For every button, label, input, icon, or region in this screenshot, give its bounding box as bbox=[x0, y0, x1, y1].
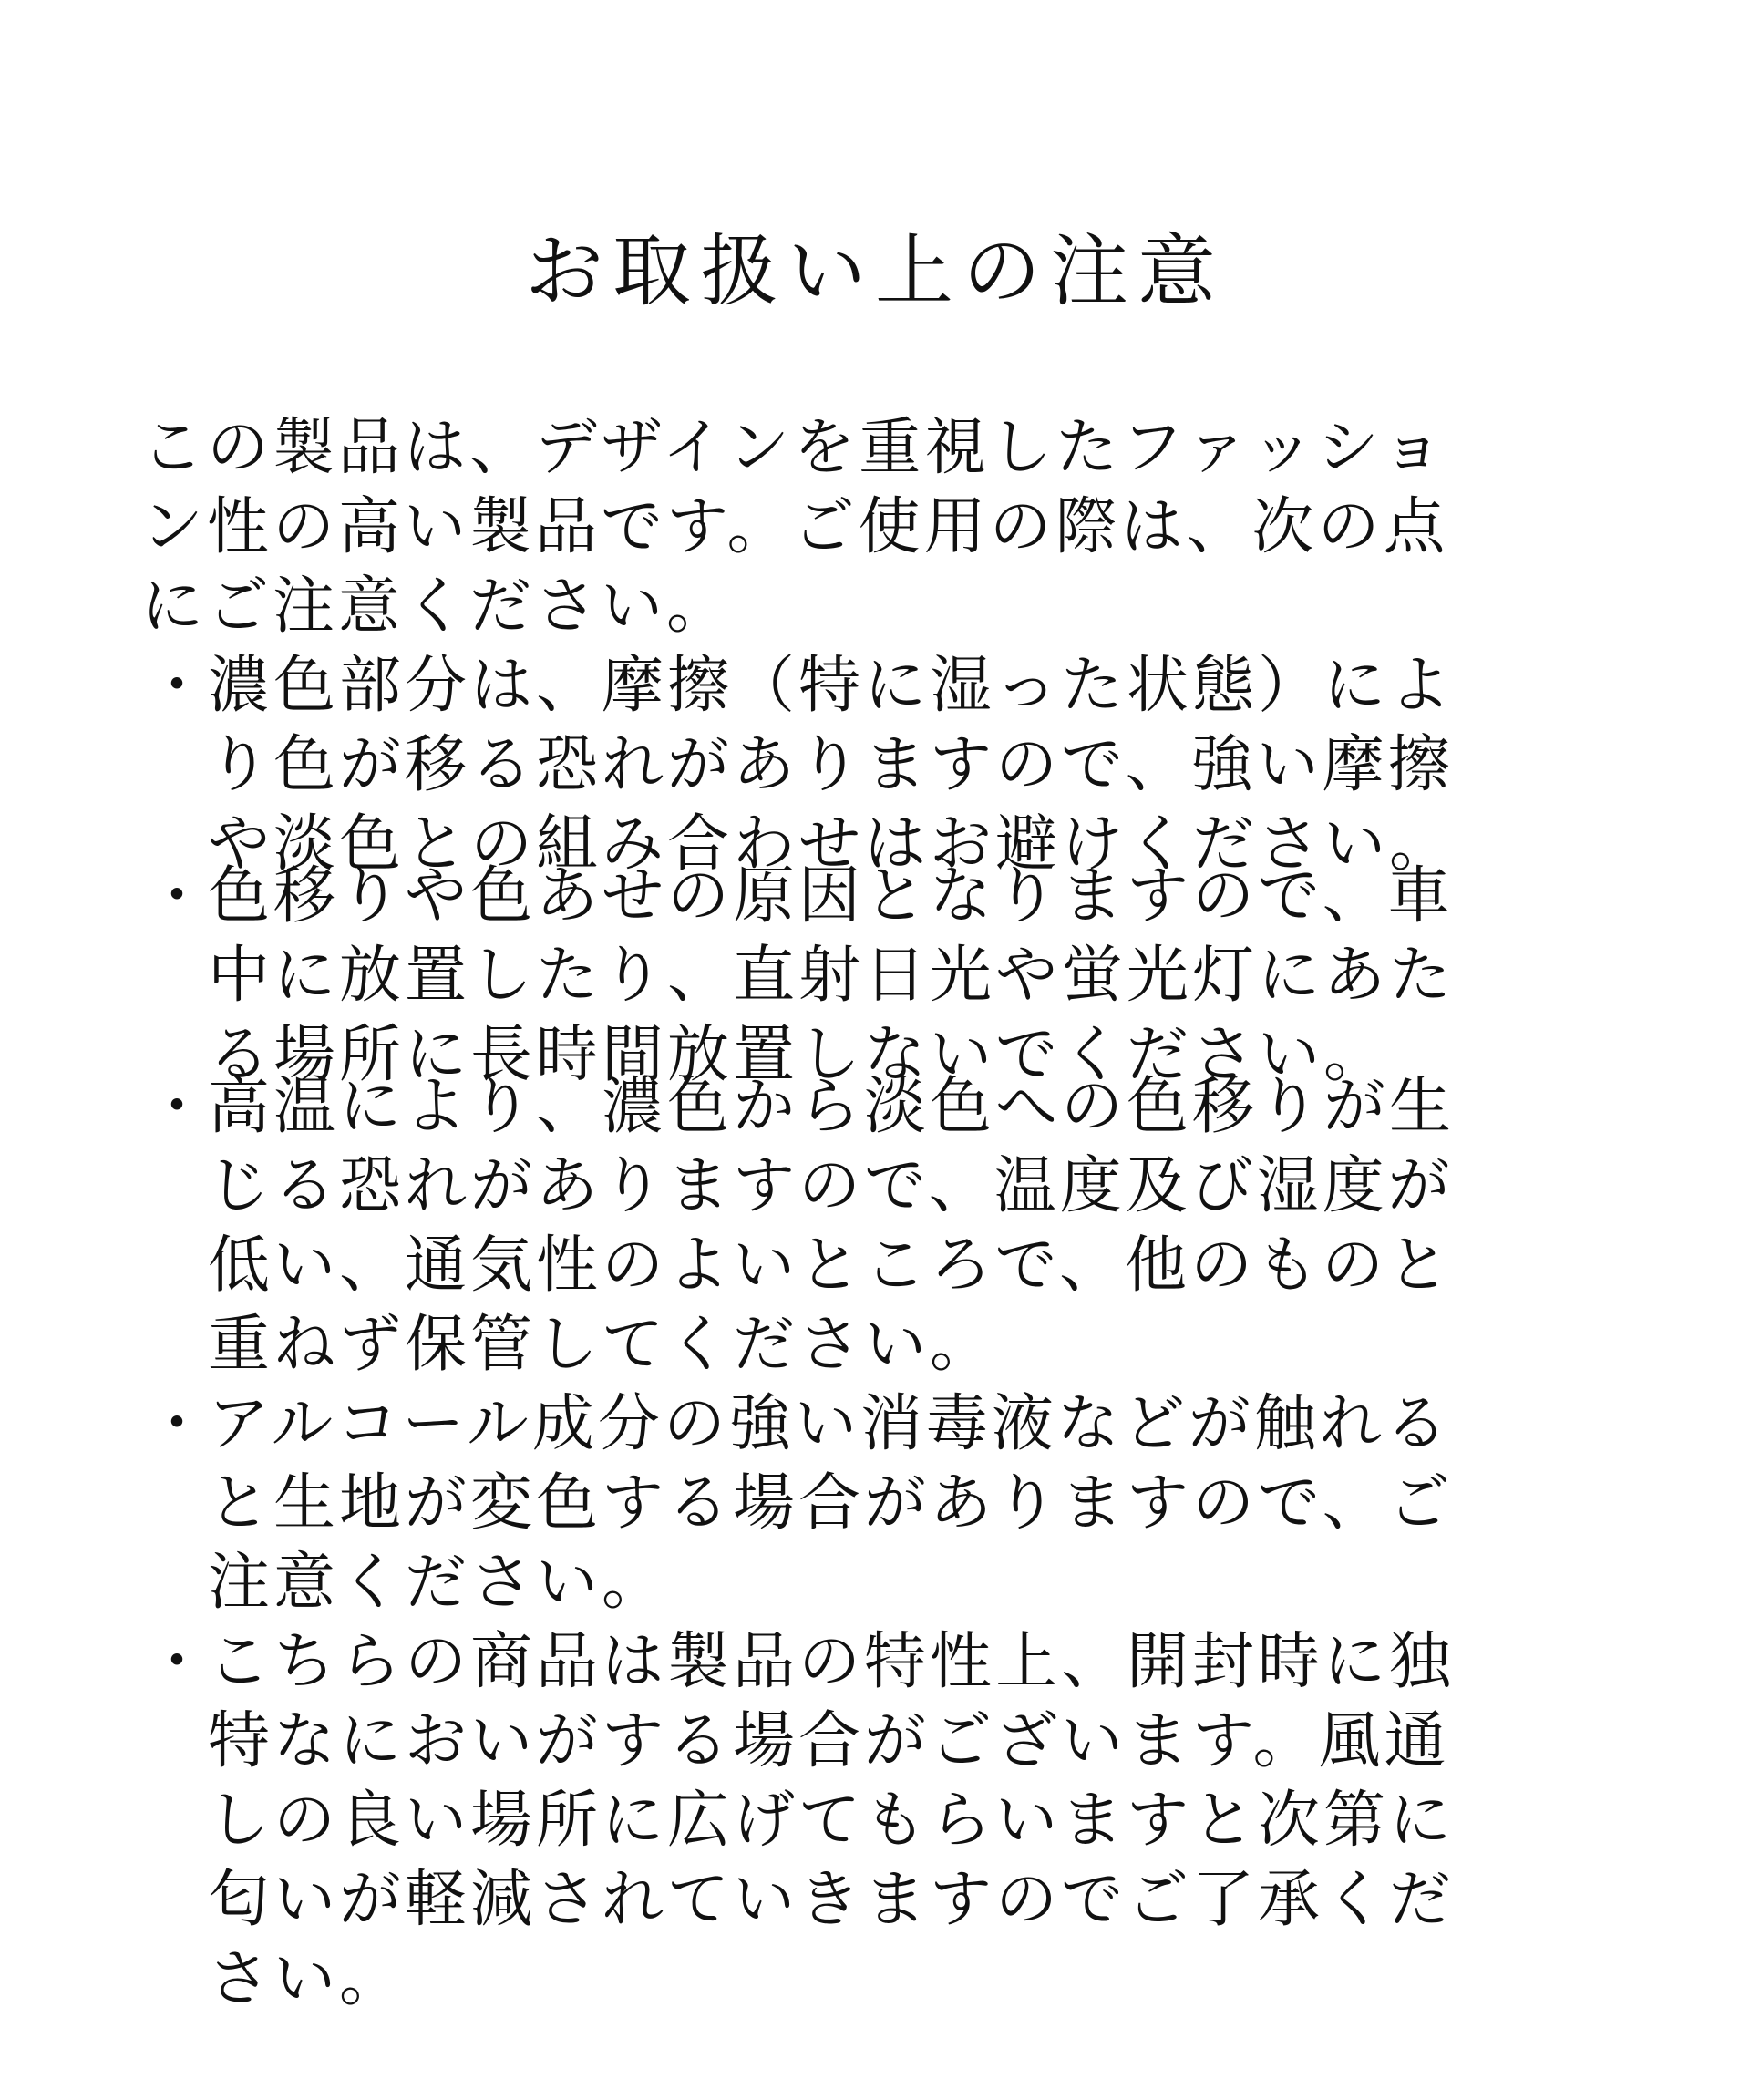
notice-item-line: 中に放置したり、直射日光や蛍光灯にあた bbox=[208, 940, 1456, 1012]
notice-item-line: 高温により、濃色から淡色への色移りが生 bbox=[208, 1071, 1456, 1143]
notice-item-line: 重ねず保管してください。 bbox=[208, 1309, 996, 1381]
bullet-mark: ・ bbox=[146, 1626, 209, 1698]
notice-item-line: じる恐れがありますので、温度及び湿度が bbox=[208, 1150, 1454, 1222]
intro-line: にご注意ください。 bbox=[141, 571, 733, 643]
notice-item-line: 低い、通気性のよいところで、他のものと bbox=[208, 1230, 1453, 1302]
notice-item-line: しの良い場所に広げてもらいますと次第に bbox=[208, 1785, 1456, 1857]
notice-item-line: 注意ください。 bbox=[208, 1547, 668, 1619]
bullet-mark: ・ bbox=[146, 650, 209, 722]
intro-line: ン性の高い製品です。ご使用の際は、次の点 bbox=[141, 491, 1449, 563]
notice-item-line: り色が移る恐れがありますので、強い摩擦 bbox=[208, 729, 1454, 801]
notice-item-line: アルコール成分の強い消毒液などが触れる bbox=[208, 1388, 1451, 1460]
notice-item-line: 濃色部分は、摩擦（特に湿った状態）によ bbox=[208, 650, 1456, 722]
page-title: お取扱い上の注意 bbox=[525, 226, 1225, 317]
bullet-mark: ・ bbox=[146, 860, 209, 932]
intro-line: この製品は、デザインを重視したファッショ bbox=[141, 412, 1447, 484]
notice-item-line: さい。 bbox=[208, 1943, 406, 2015]
notice-item-line: 色移りや色あせの原因となりますので、車 bbox=[208, 860, 1454, 932]
notice-item-line: や淡色との組み合わせはお避けください。 bbox=[208, 808, 1456, 880]
notice-item-line: 匂いが軽減されていきますのでご了承くだ bbox=[208, 1864, 1456, 1936]
bullet-mark: ・ bbox=[146, 1388, 209, 1460]
notice-item-line: る場所に長時間放置しないでください。 bbox=[208, 1019, 1390, 1091]
notice-item-line: こちらの商品は製品の特性上、開封時に独 bbox=[208, 1626, 1456, 1698]
notice-item-line: と生地が変色する場合がありますので、ご bbox=[208, 1467, 1454, 1539]
bullet-mark: ・ bbox=[146, 1071, 209, 1143]
notice-item-line: 特なにおいがする場合がございます。風通 bbox=[208, 1705, 1450, 1777]
